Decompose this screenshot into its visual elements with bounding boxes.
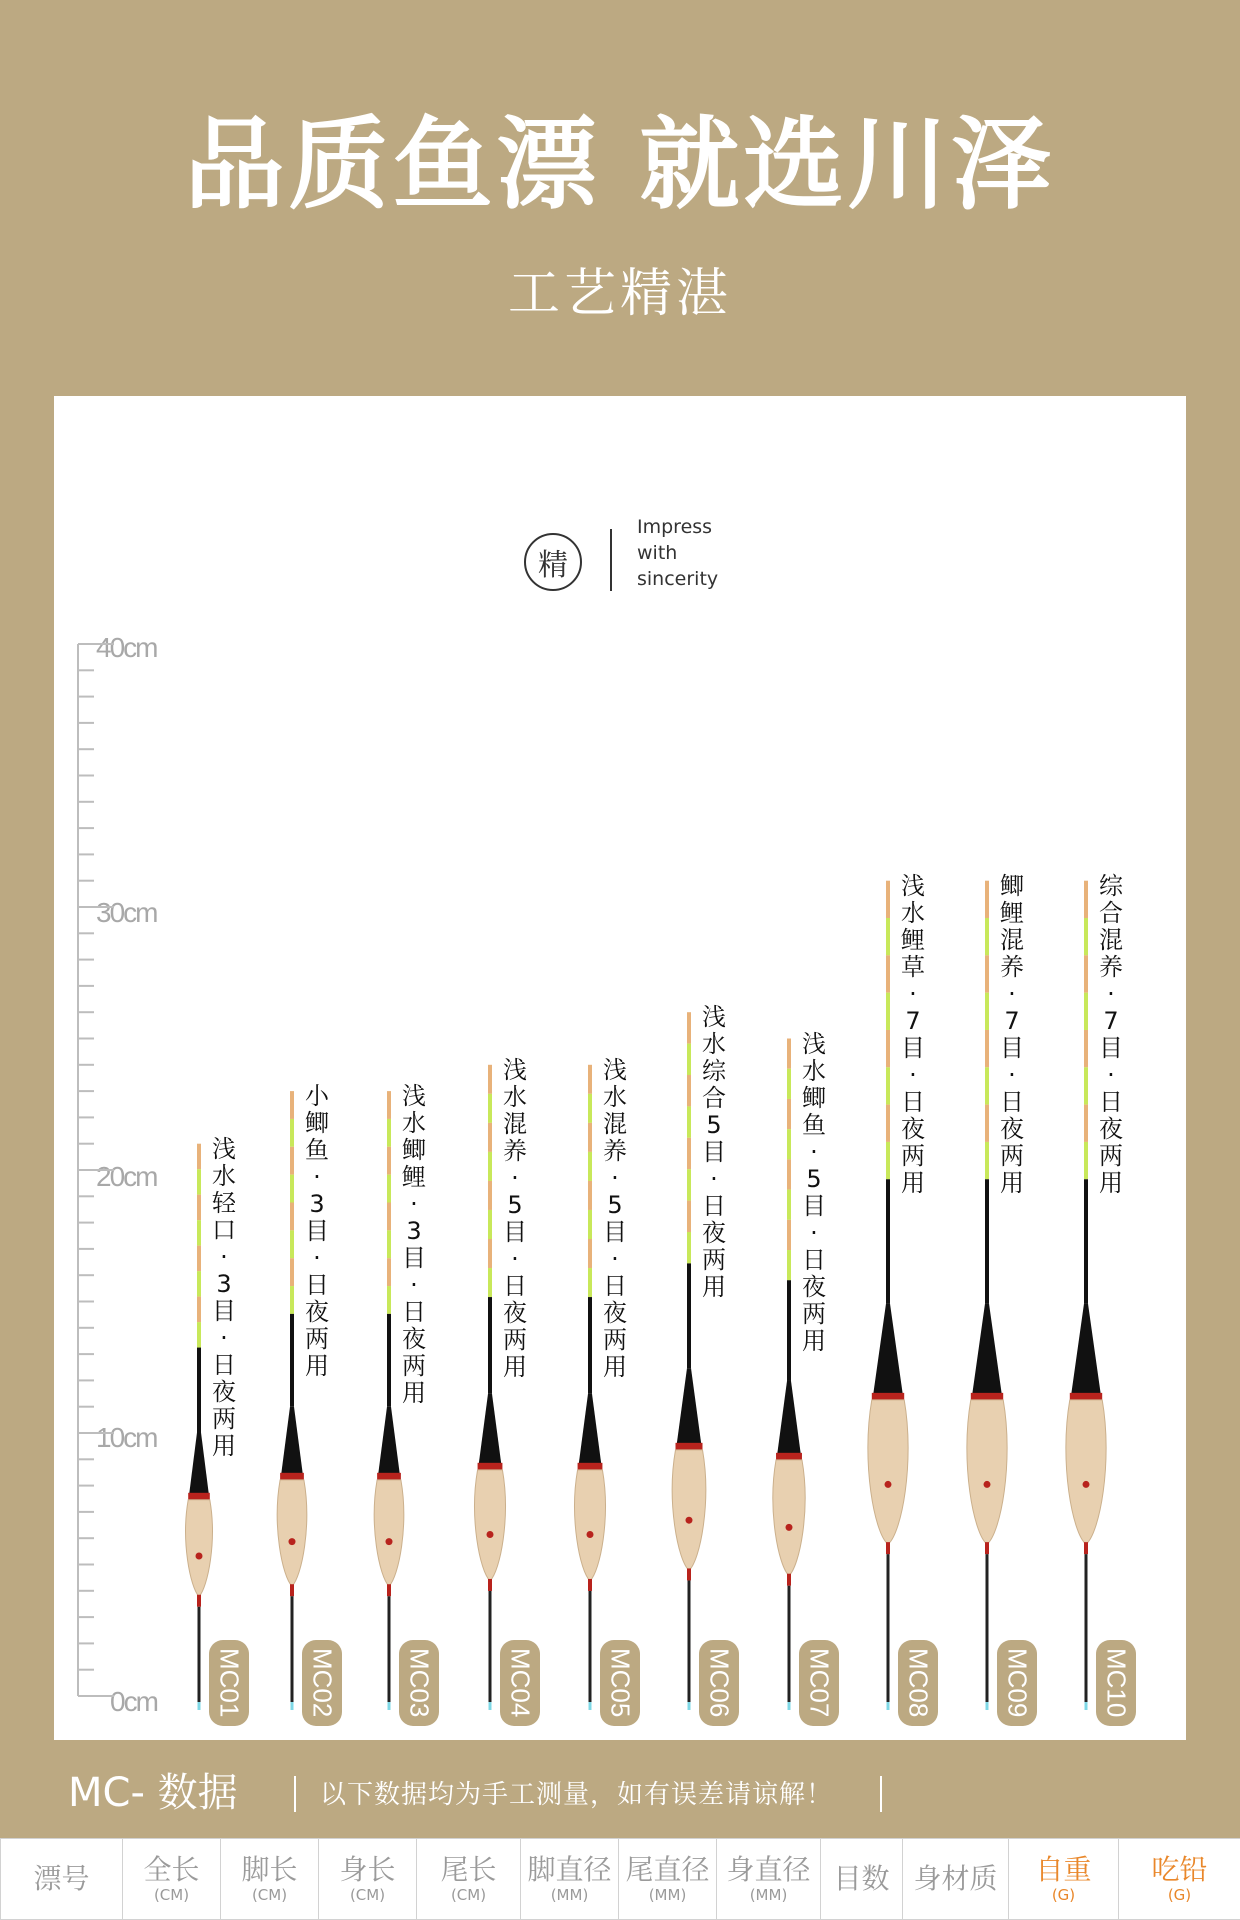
float-band — [280, 1473, 304, 1480]
spec-header-row — [1, 1839, 1240, 1920]
float-body — [277, 1480, 307, 1586]
float-foot — [489, 1591, 492, 1702]
float-foot-end — [986, 1702, 989, 1710]
float-stem — [985, 1179, 989, 1303]
float-code: MC03 — [404, 1648, 435, 1718]
float-cone — [972, 1304, 1002, 1395]
float-body — [374, 1480, 404, 1586]
page-title: 品质鱼漂 就选川泽 — [184, 106, 1056, 223]
float-tip-segment — [488, 1268, 492, 1297]
float-label: 浅 水 鲫 鱼 · 5 目 · 日 夜 两 用 — [802, 1029, 826, 1355]
float-tip-segment — [197, 1271, 201, 1296]
page-subtitle: 工艺精湛 — [507, 264, 732, 324]
footer-divider — [294, 1776, 296, 1812]
float-tip-segment — [1084, 993, 1088, 1030]
float-body — [1066, 1400, 1106, 1544]
float-foot — [589, 1591, 592, 1702]
float-stem — [488, 1297, 492, 1394]
float-tip-segment — [687, 1232, 691, 1263]
float-label: 浅 水 鲤 草 · 7 目 · 日 夜 两 用 — [901, 871, 925, 1197]
float-tip-segment — [687, 1012, 691, 1043]
float-tip-segment — [687, 1138, 691, 1169]
float-body-dot — [984, 1481, 991, 1488]
float-foot-end — [291, 1702, 294, 1710]
product-panel — [54, 396, 1186, 1740]
float-tip-segment — [985, 1142, 989, 1179]
float-tip-segment — [1084, 1142, 1088, 1179]
col-header-tail-length: 尾长 (CM) — [417, 1839, 521, 1920]
float-foot — [788, 1586, 791, 1702]
float-tip-segment — [1084, 881, 1088, 918]
jing-char: 精 — [538, 548, 568, 583]
float-tip-segment — [985, 1105, 989, 1142]
float-bottom-tip — [197, 1595, 201, 1607]
float-body-dot — [289, 1538, 296, 1545]
col-header-foot-diameter: 脚直径 (MM) — [521, 1839, 619, 1920]
float-code: MC02 — [307, 1648, 338, 1718]
scale-label-0: 0cm — [110, 1686, 157, 1717]
float-code-badge — [500, 1640, 540, 1726]
float-cone — [579, 1394, 602, 1465]
float-tip-segment — [886, 955, 890, 992]
float-tip-segment — [1084, 1105, 1088, 1142]
float-cone — [378, 1407, 400, 1475]
float-bottom-tip — [588, 1579, 592, 1591]
float-code-badge — [997, 1640, 1037, 1726]
float-tip-segment — [985, 918, 989, 955]
float-tip-segment — [290, 1258, 294, 1286]
float-tip-segment — [387, 1091, 391, 1119]
float-band — [478, 1463, 503, 1470]
float-body-dot — [786, 1524, 793, 1531]
float-bottom-tip — [290, 1584, 294, 1596]
scale-label-40: 40cm — [96, 632, 157, 663]
float-bottom-tip — [985, 1542, 989, 1554]
float-tip-segment — [488, 1181, 492, 1210]
col-header-marks: 目数 — [821, 1839, 903, 1920]
scale-label-30: 30cm — [96, 897, 157, 928]
float-body — [186, 1500, 213, 1597]
float-tip-segment — [290, 1147, 294, 1175]
float-code-badge — [898, 1640, 938, 1726]
float-foot-end — [688, 1702, 691, 1710]
float-tip-segment — [1084, 918, 1088, 955]
float-band — [377, 1473, 401, 1480]
float-code-badge — [209, 1640, 249, 1726]
float-tip-segment — [787, 1159, 791, 1189]
float-foot-end — [1085, 1702, 1088, 1710]
col-header-tail-diameter: 尾直径 (MM) — [619, 1839, 717, 1920]
float-bottom-tip — [488, 1579, 492, 1591]
float-bottom-tip — [687, 1568, 691, 1580]
float-tip-segment — [787, 1190, 791, 1220]
float-tip-segment — [985, 955, 989, 992]
float-tip-segment — [588, 1123, 592, 1152]
float-stem — [197, 1348, 201, 1433]
float-tip-segment — [488, 1065, 492, 1094]
float-tip-segment — [787, 1069, 791, 1099]
float-code: MC06 — [704, 1648, 735, 1718]
col-header-lead-load: 吃铅 (G) — [1119, 1839, 1240, 1920]
float-label: 鲫 鲤 混 养 · 7 目 · 日 夜 两 用 — [1000, 871, 1024, 1197]
float-tip-segment — [290, 1286, 294, 1314]
slogan-line: with — [637, 542, 678, 564]
col-header-body-diameter: 身直径 (MM) — [717, 1839, 821, 1920]
float-tip-segment — [886, 1067, 890, 1104]
float-body-dot — [587, 1531, 594, 1538]
float-band — [188, 1493, 210, 1500]
float-code-badge — [799, 1640, 839, 1726]
float-tip-segment — [588, 1239, 592, 1268]
col-header-body-material: 身材质 — [903, 1839, 1009, 1920]
float-tip-segment — [1084, 955, 1088, 992]
float-bottom-tip — [387, 1584, 391, 1596]
float-tip-segment — [197, 1195, 201, 1220]
float-body — [967, 1400, 1007, 1544]
float-tip-segment — [985, 881, 989, 918]
slogan-line: sincerity — [637, 568, 719, 590]
float-tip-segment — [197, 1246, 201, 1271]
float-tip-segment — [488, 1239, 492, 1268]
float-band — [872, 1393, 904, 1400]
float-tip-segment — [886, 1030, 890, 1067]
float-tip-segment — [886, 993, 890, 1030]
float-tip-segment — [1084, 1067, 1088, 1104]
float-tip-segment — [197, 1297, 201, 1322]
float-code-badge — [600, 1640, 640, 1726]
float-body — [575, 1470, 606, 1581]
float-tip-segment — [197, 1322, 201, 1347]
col-header-self-weight: 自重 (G) — [1009, 1839, 1119, 1920]
float-foot — [986, 1554, 989, 1702]
float-code: MC07 — [804, 1648, 835, 1718]
float-code-badge — [302, 1640, 342, 1726]
float-code: MC04 — [505, 1648, 536, 1718]
float-tip-segment — [290, 1091, 294, 1119]
col-header-body-length: 身长 (CM) — [319, 1839, 417, 1920]
float-body — [475, 1470, 506, 1581]
float-label: 综 合 混 养 · 7 目 · 日 夜 两 用 — [1099, 871, 1123, 1197]
float-tip-segment — [387, 1203, 391, 1231]
float-cone — [479, 1394, 502, 1465]
float-foot-end — [198, 1702, 201, 1710]
float-tip-segment — [886, 881, 890, 918]
float-code: MC08 — [903, 1648, 934, 1718]
float-foot — [291, 1596, 294, 1702]
float-tip-segment — [290, 1230, 294, 1258]
float-foot — [887, 1554, 890, 1702]
float-body-dot — [1083, 1481, 1090, 1488]
float-tip-segment — [290, 1175, 294, 1203]
float-label: 浅 水 轻 口 · 3 目 · 日 夜 两 用 — [212, 1134, 236, 1460]
data-disclaimer: 以下数据均为手工测量，如有误差请谅解！ — [320, 1780, 834, 1810]
float-stem — [1084, 1179, 1088, 1303]
float-stem — [787, 1280, 791, 1381]
float-tip-segment — [290, 1119, 294, 1147]
float-tip-segment — [588, 1152, 592, 1181]
float-tip-segment — [387, 1230, 391, 1258]
float-foot — [388, 1596, 391, 1702]
float-foot-end — [887, 1702, 890, 1710]
float-foot-end — [788, 1702, 791, 1710]
float-cone — [189, 1433, 209, 1495]
float-tip-segment — [886, 918, 890, 955]
float-tip-segment — [687, 1044, 691, 1075]
float-cone — [1071, 1304, 1101, 1395]
float-band — [676, 1443, 703, 1450]
float-tip-segment — [387, 1258, 391, 1286]
float-foot — [198, 1607, 201, 1702]
float-tip-segment — [290, 1203, 294, 1231]
float-tip-segment — [588, 1181, 592, 1210]
float-tip-segment — [197, 1169, 201, 1194]
float-band — [776, 1453, 802, 1460]
float-tip-segment — [588, 1210, 592, 1239]
float-label: 浅 水 混 养 · 5 目 · 日 夜 两 用 — [603, 1055, 627, 1381]
float-tip-segment — [488, 1094, 492, 1123]
float-bottom-tip — [886, 1542, 890, 1554]
float-tip-segment — [787, 1129, 791, 1159]
float-body-dot — [686, 1517, 693, 1524]
float-bottom-tip — [1084, 1542, 1088, 1554]
float-tip-segment — [886, 1105, 890, 1142]
float-cone — [777, 1381, 801, 1455]
float-tip-segment — [387, 1286, 391, 1314]
float-tip-segment — [588, 1065, 592, 1094]
float-tip-segment — [387, 1119, 391, 1147]
float-cone — [873, 1304, 903, 1395]
float-tip-segment — [488, 1152, 492, 1181]
float-tip-segment — [687, 1106, 691, 1137]
float-tip-segment — [985, 1067, 989, 1104]
float-tip-segment — [687, 1169, 691, 1200]
float-tip-segment — [886, 1142, 890, 1179]
float-cone — [677, 1368, 702, 1445]
float-body — [672, 1450, 706, 1571]
data-section-title: MC- 数据 — [68, 1770, 238, 1816]
float-band — [1070, 1393, 1102, 1400]
float-foot-end — [388, 1702, 391, 1710]
float-body-dot — [487, 1531, 494, 1538]
col-header-foot-length: 脚长 (CM) — [221, 1839, 319, 1920]
spec-table — [0, 1838, 1240, 1920]
float-tip-segment — [985, 1030, 989, 1067]
scale-label-20: 20cm — [96, 1161, 157, 1192]
float-stem — [886, 1179, 890, 1303]
float-cone — [281, 1407, 303, 1475]
float-band — [578, 1463, 603, 1470]
float-code-badge — [1096, 1640, 1136, 1726]
float-foot — [688, 1580, 691, 1702]
float-tip-segment — [488, 1210, 492, 1239]
float-stem — [387, 1314, 391, 1407]
col-header-float-no: 漂号 — [1, 1839, 123, 1920]
float-bottom-tip — [787, 1574, 791, 1586]
float-tip-segment — [687, 1201, 691, 1232]
float-label: 浅 水 鲫 鲤 · 3 目 · 日 夜 两 用 — [402, 1082, 426, 1408]
float-body-dot — [386, 1538, 393, 1545]
float-tip-segment — [687, 1075, 691, 1106]
float-tip-segment — [387, 1147, 391, 1175]
float-tip-segment — [488, 1123, 492, 1152]
slogan-line: Impress — [637, 516, 713, 538]
float-tip-segment — [787, 1039, 791, 1069]
float-tip-segment — [985, 993, 989, 1030]
float-tip-segment — [787, 1220, 791, 1250]
float-code: MC10 — [1101, 1648, 1132, 1718]
float-foot-end — [589, 1702, 592, 1710]
float-tip-segment — [787, 1099, 791, 1129]
float-stem — [687, 1263, 691, 1368]
float-code-badge — [399, 1640, 439, 1726]
float-tip-segment — [197, 1220, 201, 1245]
float-tip-segment — [387, 1175, 391, 1203]
float-body — [868, 1400, 908, 1544]
float-tip-segment — [588, 1094, 592, 1123]
float-body-dot — [196, 1552, 203, 1559]
float-band — [971, 1393, 1003, 1400]
footer-divider — [880, 1776, 882, 1812]
float-foot-end — [489, 1702, 492, 1710]
float-tip-segment — [787, 1250, 791, 1280]
float-tip-segment — [197, 1144, 201, 1169]
scale-label-10: 10cm — [96, 1422, 157, 1453]
float-code: MC09 — [1002, 1648, 1033, 1718]
float-code-badge — [699, 1640, 739, 1726]
col-header-total-length: 全长 (CM) — [123, 1839, 221, 1920]
float-tip-segment — [1084, 1030, 1088, 1067]
float-body — [773, 1460, 805, 1576]
float-label: 浅 水 综 合 5 目 · 日 夜 两 用 — [702, 1003, 726, 1302]
float-label: 小 鲫 鱼 · 3 目 · 日 夜 两 用 — [305, 1082, 329, 1381]
float-code: MC05 — [605, 1648, 636, 1718]
float-stem — [588, 1297, 592, 1394]
float-stem — [290, 1314, 294, 1407]
float-code: MC01 — [214, 1648, 245, 1718]
float-body-dot — [885, 1481, 892, 1488]
float-foot — [1085, 1554, 1088, 1702]
float-label: 浅 水 混 养 · 5 目 · 日 夜 两 用 — [503, 1055, 527, 1381]
float-tip-segment — [588, 1268, 592, 1297]
